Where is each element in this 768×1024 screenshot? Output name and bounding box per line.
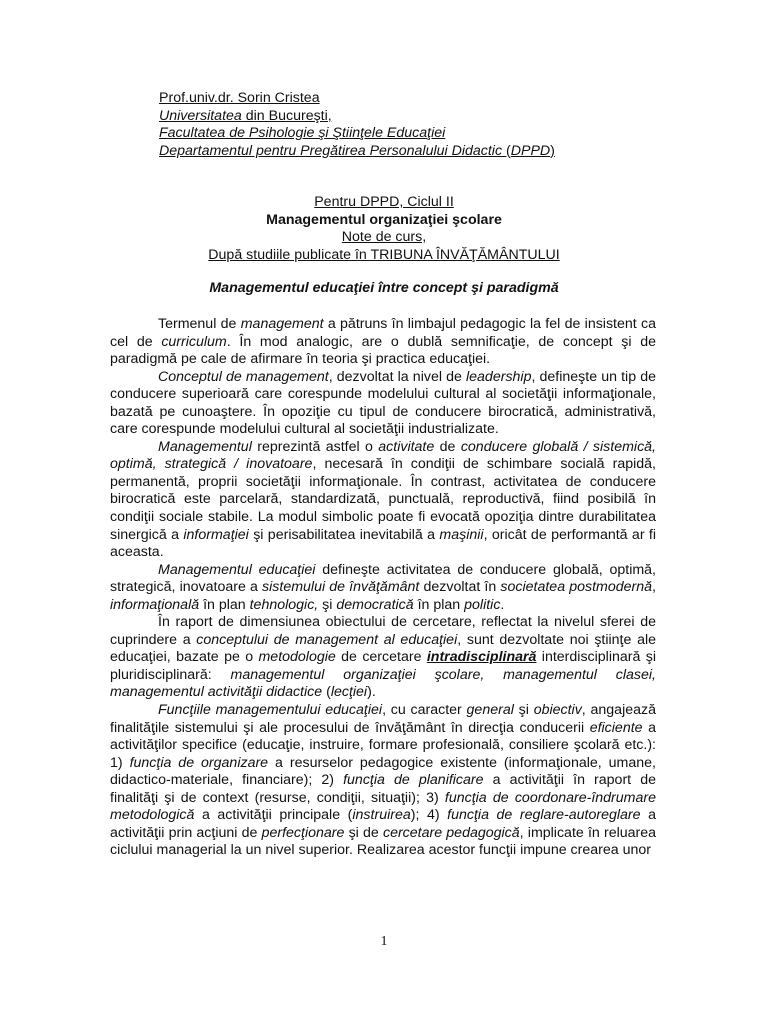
- emphasis-text: funcţia de coordonare-îndrumare metodologică: [110, 789, 656, 824]
- emphasis-text: Funcţiile managementului educaţiei: [158, 702, 383, 719]
- text-run: , implicate în reluarea ciclului managerial la un nivel superior. Realizarea acestor funcţii impune crearea unor: [110, 824, 657, 859]
- emphasis-text: funcţia de planificare: [343, 772, 484, 789]
- text-run: , angajează finalităţile sistemului şi ale procesului de învăţământ în direcţia conducerii: [110, 702, 656, 736]
- section-title: Managementul educaţiei între concept şi paradigmă: [209, 280, 559, 296]
- text-run: de cercetare: [335, 649, 427, 666]
- university-city: din Bucureşti,: [241, 107, 332, 124]
- emphasis-text: maşinii: [439, 526, 484, 543]
- paragraph: [110, 702, 656, 860]
- paragraph: [110, 316, 656, 369]
- text-run: şi: [513, 702, 534, 719]
- text-run: a activităţii în raport de finalităţi şi de context (resurse, condiţii, situaţii); 3): [110, 772, 656, 806]
- university-label: Universitatea: [159, 107, 242, 124]
- text-run: ,: [652, 579, 656, 596]
- department-text: ): [550, 142, 555, 159]
- emphasis-text: conceptului de management al educaţiei: [196, 631, 458, 648]
- emphasis-text: metodologie: [258, 649, 336, 666]
- emphasis-text: eficiente: [589, 719, 643, 736]
- emphasis-text: managementul organizaţiei şcolare, managementul clasei, managementul activităţii didactice: [110, 666, 656, 701]
- text-run: a activităţii prin acţiuni de: [110, 807, 656, 841]
- emphasis-text: funcţia de reglare-autoreglare: [447, 807, 641, 824]
- text-run: de: [434, 438, 461, 455]
- emphasis-text: management: [240, 316, 324, 332]
- paragraph: [110, 614, 656, 702]
- emphasis-text: activitate: [378, 438, 435, 455]
- text-run: ).: [367, 684, 376, 701]
- text-run: , cu caracter: [382, 702, 467, 719]
- emphasis-text: democratică: [336, 596, 414, 613]
- department-text: Departamentul pentru Pregătirea Personalului Didactic: [159, 142, 506, 159]
- emphasis-text: societatea postmodernă: [500, 579, 653, 596]
- emphasis-text: cercetare pedagogică: [382, 824, 520, 841]
- text-run: În raport de dimensiunea obiectului de cercetare, reflectat la nivelul sferei de cuprindere a: [110, 614, 656, 648]
- emphasis-text: conducere globală / sistemică, optimă, strategică / inovatoare: [110, 438, 656, 473]
- course-info: [110, 194, 658, 264]
- text-run: în plan: [199, 596, 250, 613]
- emphasis-text: Managementul: [158, 438, 252, 455]
- text-run: , oricât de performantă ar fi aceasta.: [110, 526, 656, 561]
- text-run: , defineşte un tip de conducere superioară care corespunde modelului cultural al societăţii informaţionale, bazată pe cunoaştere. În opoziţie cu tipul de conducere birocratică, administrativă, care corespunde modelului cultural al societăţii industrializate.: [110, 368, 656, 438]
- department-text: (: [506, 142, 511, 159]
- paragraph: [110, 369, 656, 439]
- emphasis-text: tehnologic,: [249, 596, 319, 613]
- emphasis-text: sistemului de învăţământ: [262, 579, 420, 596]
- emphasis-text: general: [466, 702, 514, 719]
- department-name: [159, 143, 555, 161]
- text-run: Termenul de: [158, 316, 241, 332]
- emphasis-text: leadership: [466, 368, 532, 385]
- emphasis-text: Conceptul de management: [158, 368, 329, 385]
- emphasis-text: intradisciplinară: [426, 649, 537, 666]
- text-run: defineşte activitatea de conducere globală, optimă, strategică, inovatoare a: [110, 561, 656, 596]
- text-run: , sunt dezvoltate noi ştiinţe ale educaţiei, bazate pe o: [110, 631, 657, 666]
- course-cycle: Pentru DPPD, Ciclul II: [314, 194, 454, 210]
- text-run: .: [500, 596, 505, 613]
- text-run: . În mod analogic, are o dublă semnificaţie, de concept şi de paradigmă pe cale de afirmare în teoria şi practica educaţiei.: [110, 333, 656, 368]
- author-header: [159, 90, 555, 160]
- text-run: în plan: [413, 596, 465, 613]
- department-text: DPPD: [510, 142, 551, 159]
- text-run: şi de: [344, 824, 383, 841]
- emphasis-text: politic: [464, 596, 501, 613]
- text-run: , dezvoltat la nivel de: [328, 368, 466, 385]
- course-notes: Note de curs,: [341, 229, 427, 246]
- text-run: dezvoltat în: [419, 579, 501, 596]
- text-run: a activităţilor specifice (educaţie, instruire, formare profesională, consiliere şcolară etc.): 1): [110, 719, 656, 771]
- emphasis-text: perfecţionare: [261, 824, 345, 841]
- emphasis-text: funcţia de organizare: [129, 754, 269, 771]
- page-number: 1: [380, 934, 388, 949]
- emphasis-text: curriculum: [161, 333, 227, 350]
- course-source: După studiile publicate în TRIBUNA ÎNVĂŢĂMÂNTULUI: [208, 246, 560, 263]
- emphasis-text: obiectiv: [533, 702, 582, 719]
- text-run: (: [322, 684, 331, 701]
- text-run: a activităţii principale (: [194, 807, 353, 824]
- text-run: ); 4): [410, 807, 448, 824]
- text-run: interdisciplinară şi pluridisciplinară:: [110, 649, 656, 683]
- text-run: a pătruns în limbajul pedagogic la fel de insistent ca cel de: [110, 316, 656, 350]
- text-run: reprezintă astfel o: [251, 438, 379, 455]
- emphasis-text: instruirea: [352, 807, 411, 824]
- paragraph: [110, 439, 656, 562]
- emphasis-text: Managementul educaţiei: [158, 561, 316, 578]
- body-text: [110, 316, 656, 860]
- emphasis-text: lecţiei: [330, 684, 368, 701]
- emphasis-text: informaţională: [110, 596, 200, 613]
- emphasis-text: informaţiei: [183, 526, 249, 543]
- text-run: a resurselor pedagogice existente (informaţionale, umane, didactico-materiale, financiare); 2): [110, 754, 656, 789]
- faculty-name: Facultatea de Psihologie şi Ştiinţele Educaţiei: [159, 125, 446, 142]
- paragraph: [110, 562, 656, 615]
- text-run: şi: [318, 596, 337, 613]
- course-title: Managementul organizaţiei şcolare: [266, 211, 502, 228]
- author-name: Prof.univ.dr. Sorin Cristea: [159, 90, 320, 106]
- text-run: , necesară în condiţii de schimbare socială rapidă, permanentă, proprii societăţii informaţionale. În contrast, activitatea de conducere birocratică este parcelară, standardizată, punctuală, reproductivă, fiind posibilă în condiţii sociale stabile. La modul simbolic poate fi evocată opoziţia dintre durabilitatea sinergică a: [110, 456, 656, 543]
- text-run: şi perisabilitatea inevitabilă a: [248, 526, 440, 543]
- university-name: [159, 108, 555, 126]
